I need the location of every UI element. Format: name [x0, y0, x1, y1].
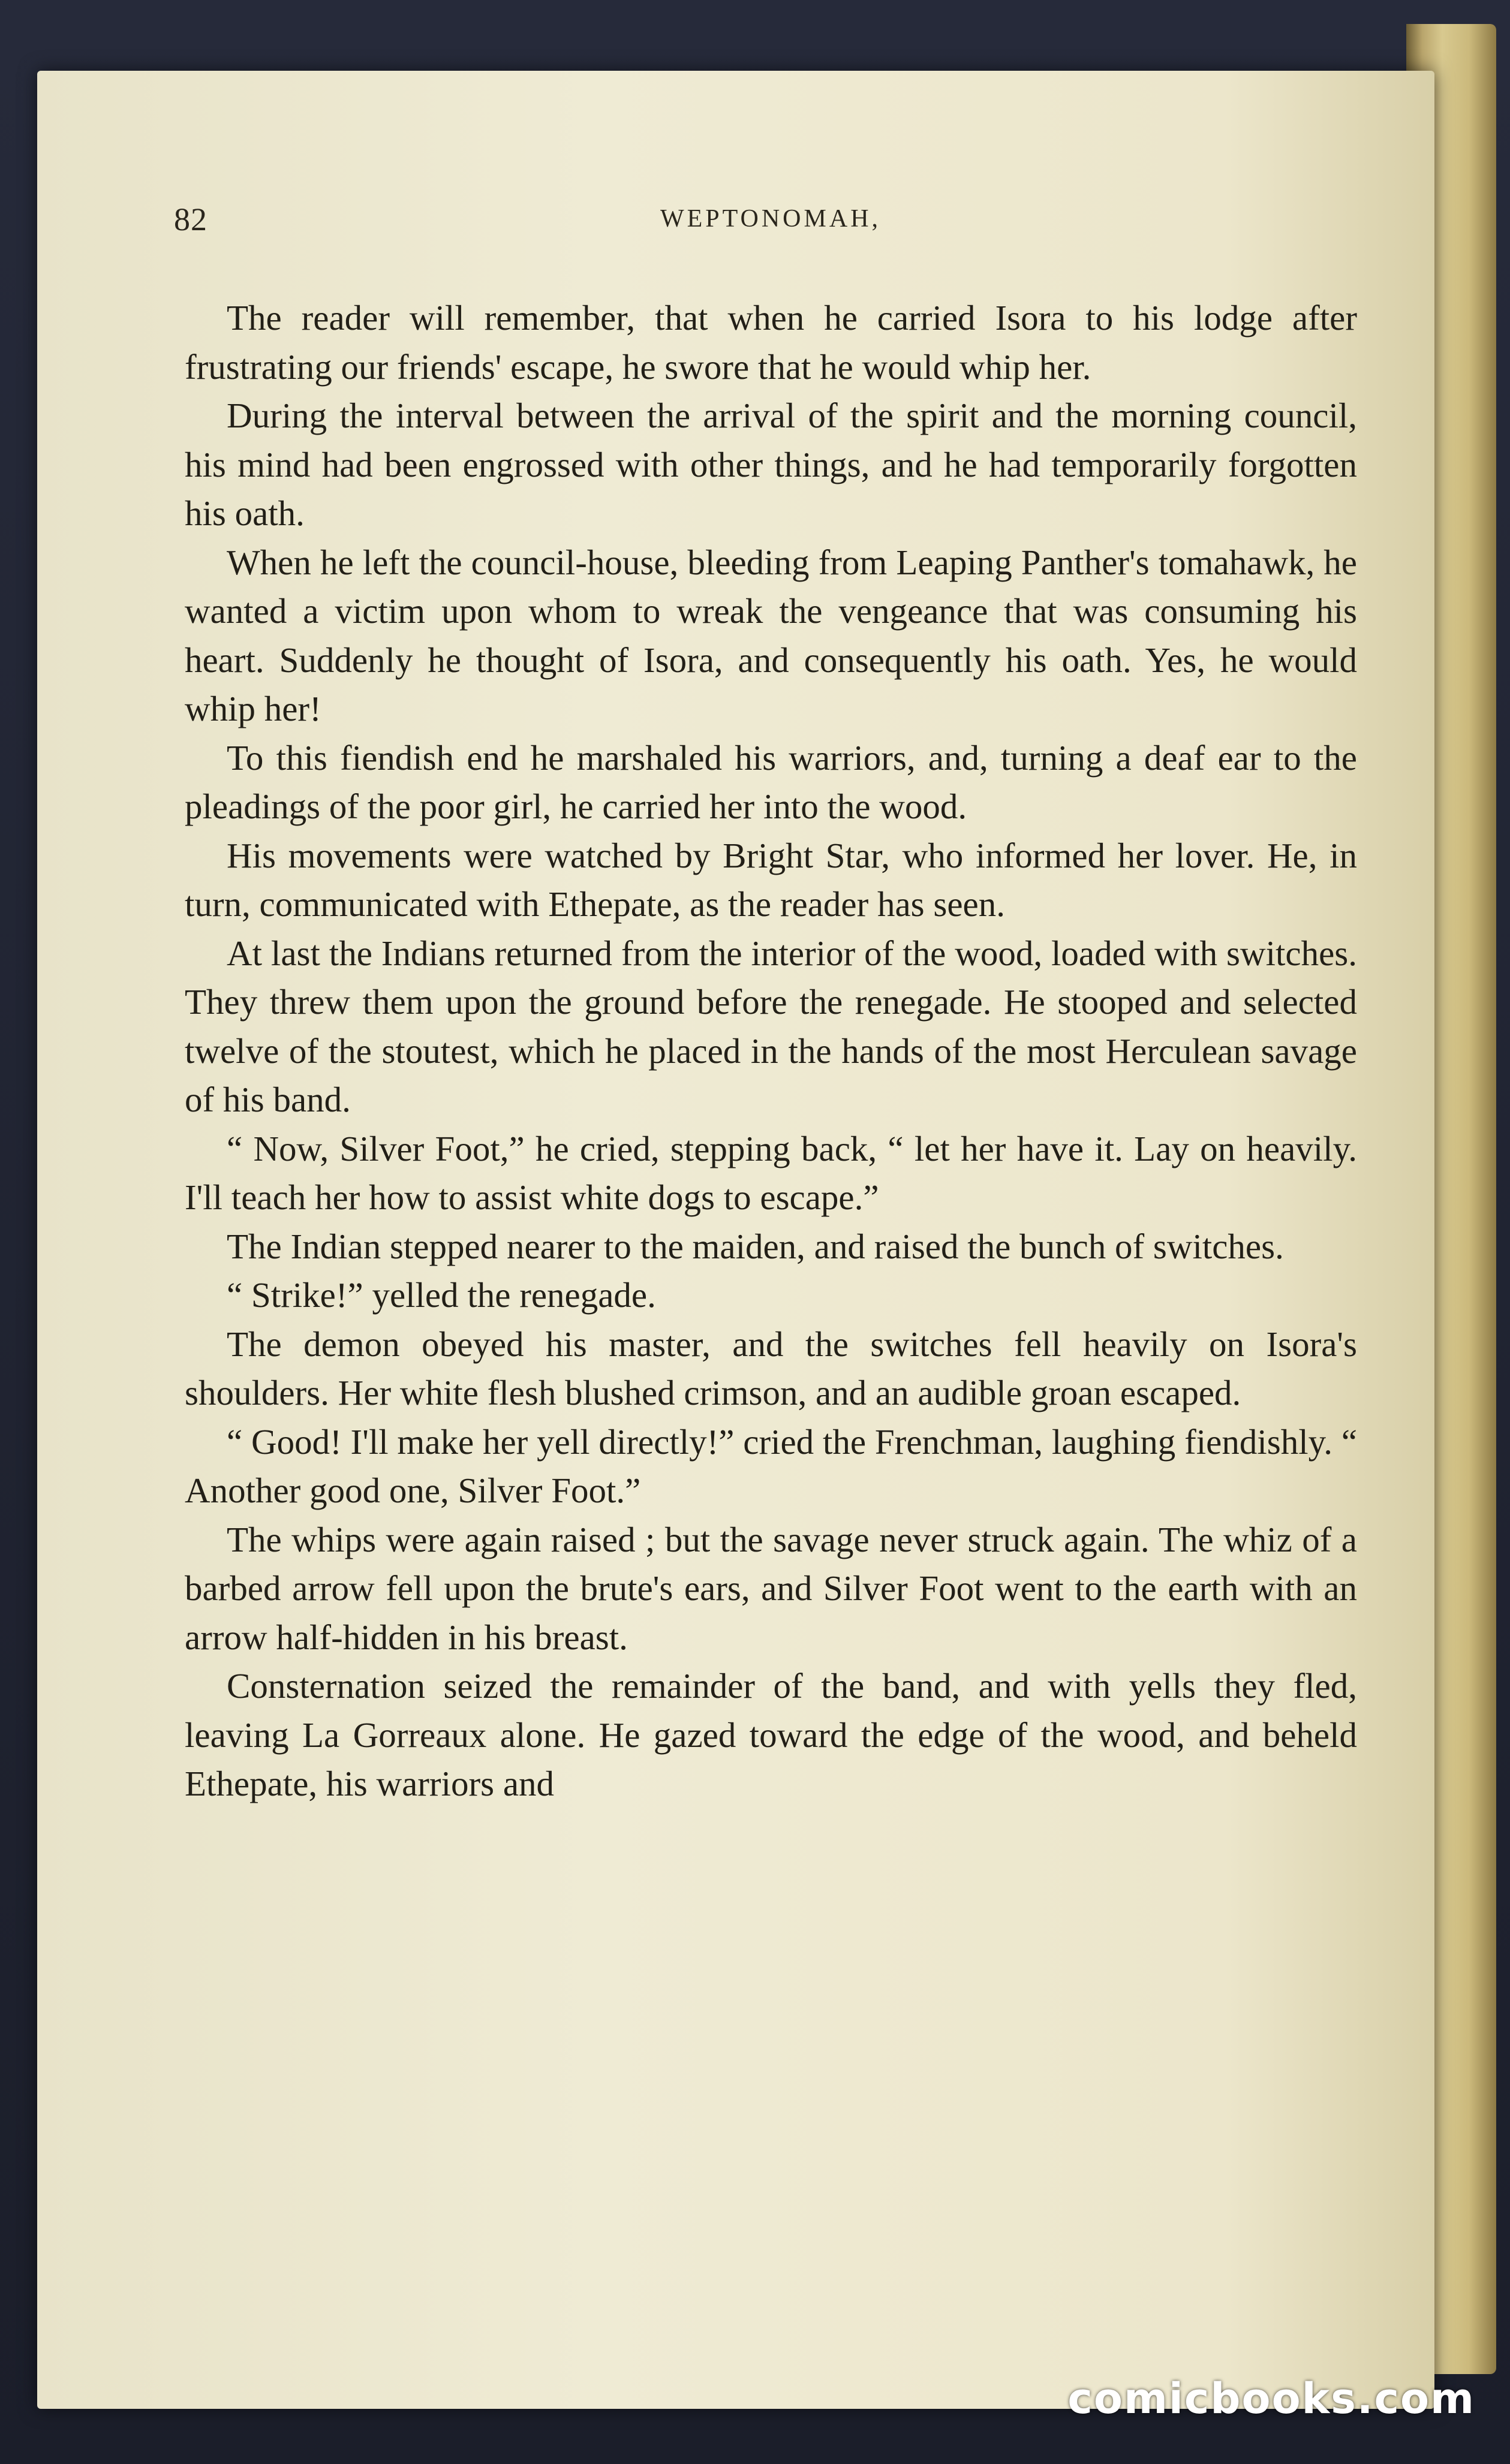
paragraph: The Indian stepped nearer to the maiden, and raised the bunch of switches.	[227, 1226, 1284, 1266]
page-header	[174, 201, 1367, 249]
page-number: 82	[174, 201, 207, 237]
paragraph: When he left the council-house, bleeding from Leaping Panther's tomahawk, he wanted a victim upon whom to wreak the vengeance that was consuming his heart. Suddenly he thought of Isora, and consequently his oath. Yes, he would whip her!	[185, 542, 1357, 728]
body-text	[185, 294, 1357, 1809]
paragraph: At last the Indians returned from the interior of the wood, loaded with switches. They threw them upon the ground before the renegade. He stooped and selected twelve of the stoutest, which he placed in the hands of the most Herculean savage of his band.	[185, 933, 1357, 1119]
watermark: comicbooks.com	[1067, 2374, 1475, 2423]
paragraph: The demon obeyed his master, and the switches fell heavily on Isora's shoulders. Her white flesh blushed crimson, and an audible groan escaped.	[185, 1324, 1357, 1412]
paragraph: Consternation seized the remainder of the band, and with yells they fled, leaving La Gorreaux alone. He gazed toward the edge of the wood, and beheld Ethepate, his warriors and	[185, 1666, 1357, 1803]
paragraph: “ Now, Silver Foot,” he cried, stepping back, “ let her have it. Lay on heavily. I'll teach her how to assist white dogs to escape.”	[185, 1128, 1357, 1217]
paragraph: “ Good! I'll make her yell directly!” cried the Frenchman, laughing fiendishly. “ Another good one, Silver Foot.”	[185, 1421, 1357, 1510]
paragraph: The reader will remember, that when he carried Isora to his lodge after frustrating our friends' escape, he swore that he would whip her.	[185, 298, 1357, 387]
paragraph: “ Strike!” yelled the renegade.	[227, 1275, 656, 1315]
paragraph: The whips were again raised ; but the savage never struck again. The whiz of a barbed arrow fell upon the brute's ears, and Silver Foot went to the earth with an arrow half-hidden in his breast.	[185, 1519, 1357, 1657]
running-head: WEPTONOMAH,	[660, 205, 882, 233]
paragraph: To this fiendish end he marshaled his warriors, and, turning a deaf ear to the pleadings of the poor girl, he carried her into the wood.	[185, 737, 1357, 826]
paragraph: His movements were watched by Bright Star, who informed her lover. He, in turn, communicated with Ethepate, as the reader has seen.	[185, 835, 1357, 924]
paragraph: During the interval between the arrival of the spirit and the morning council, his mind had been engrossed with other things, and he had temporarily forgotten his oath.	[185, 396, 1357, 533]
